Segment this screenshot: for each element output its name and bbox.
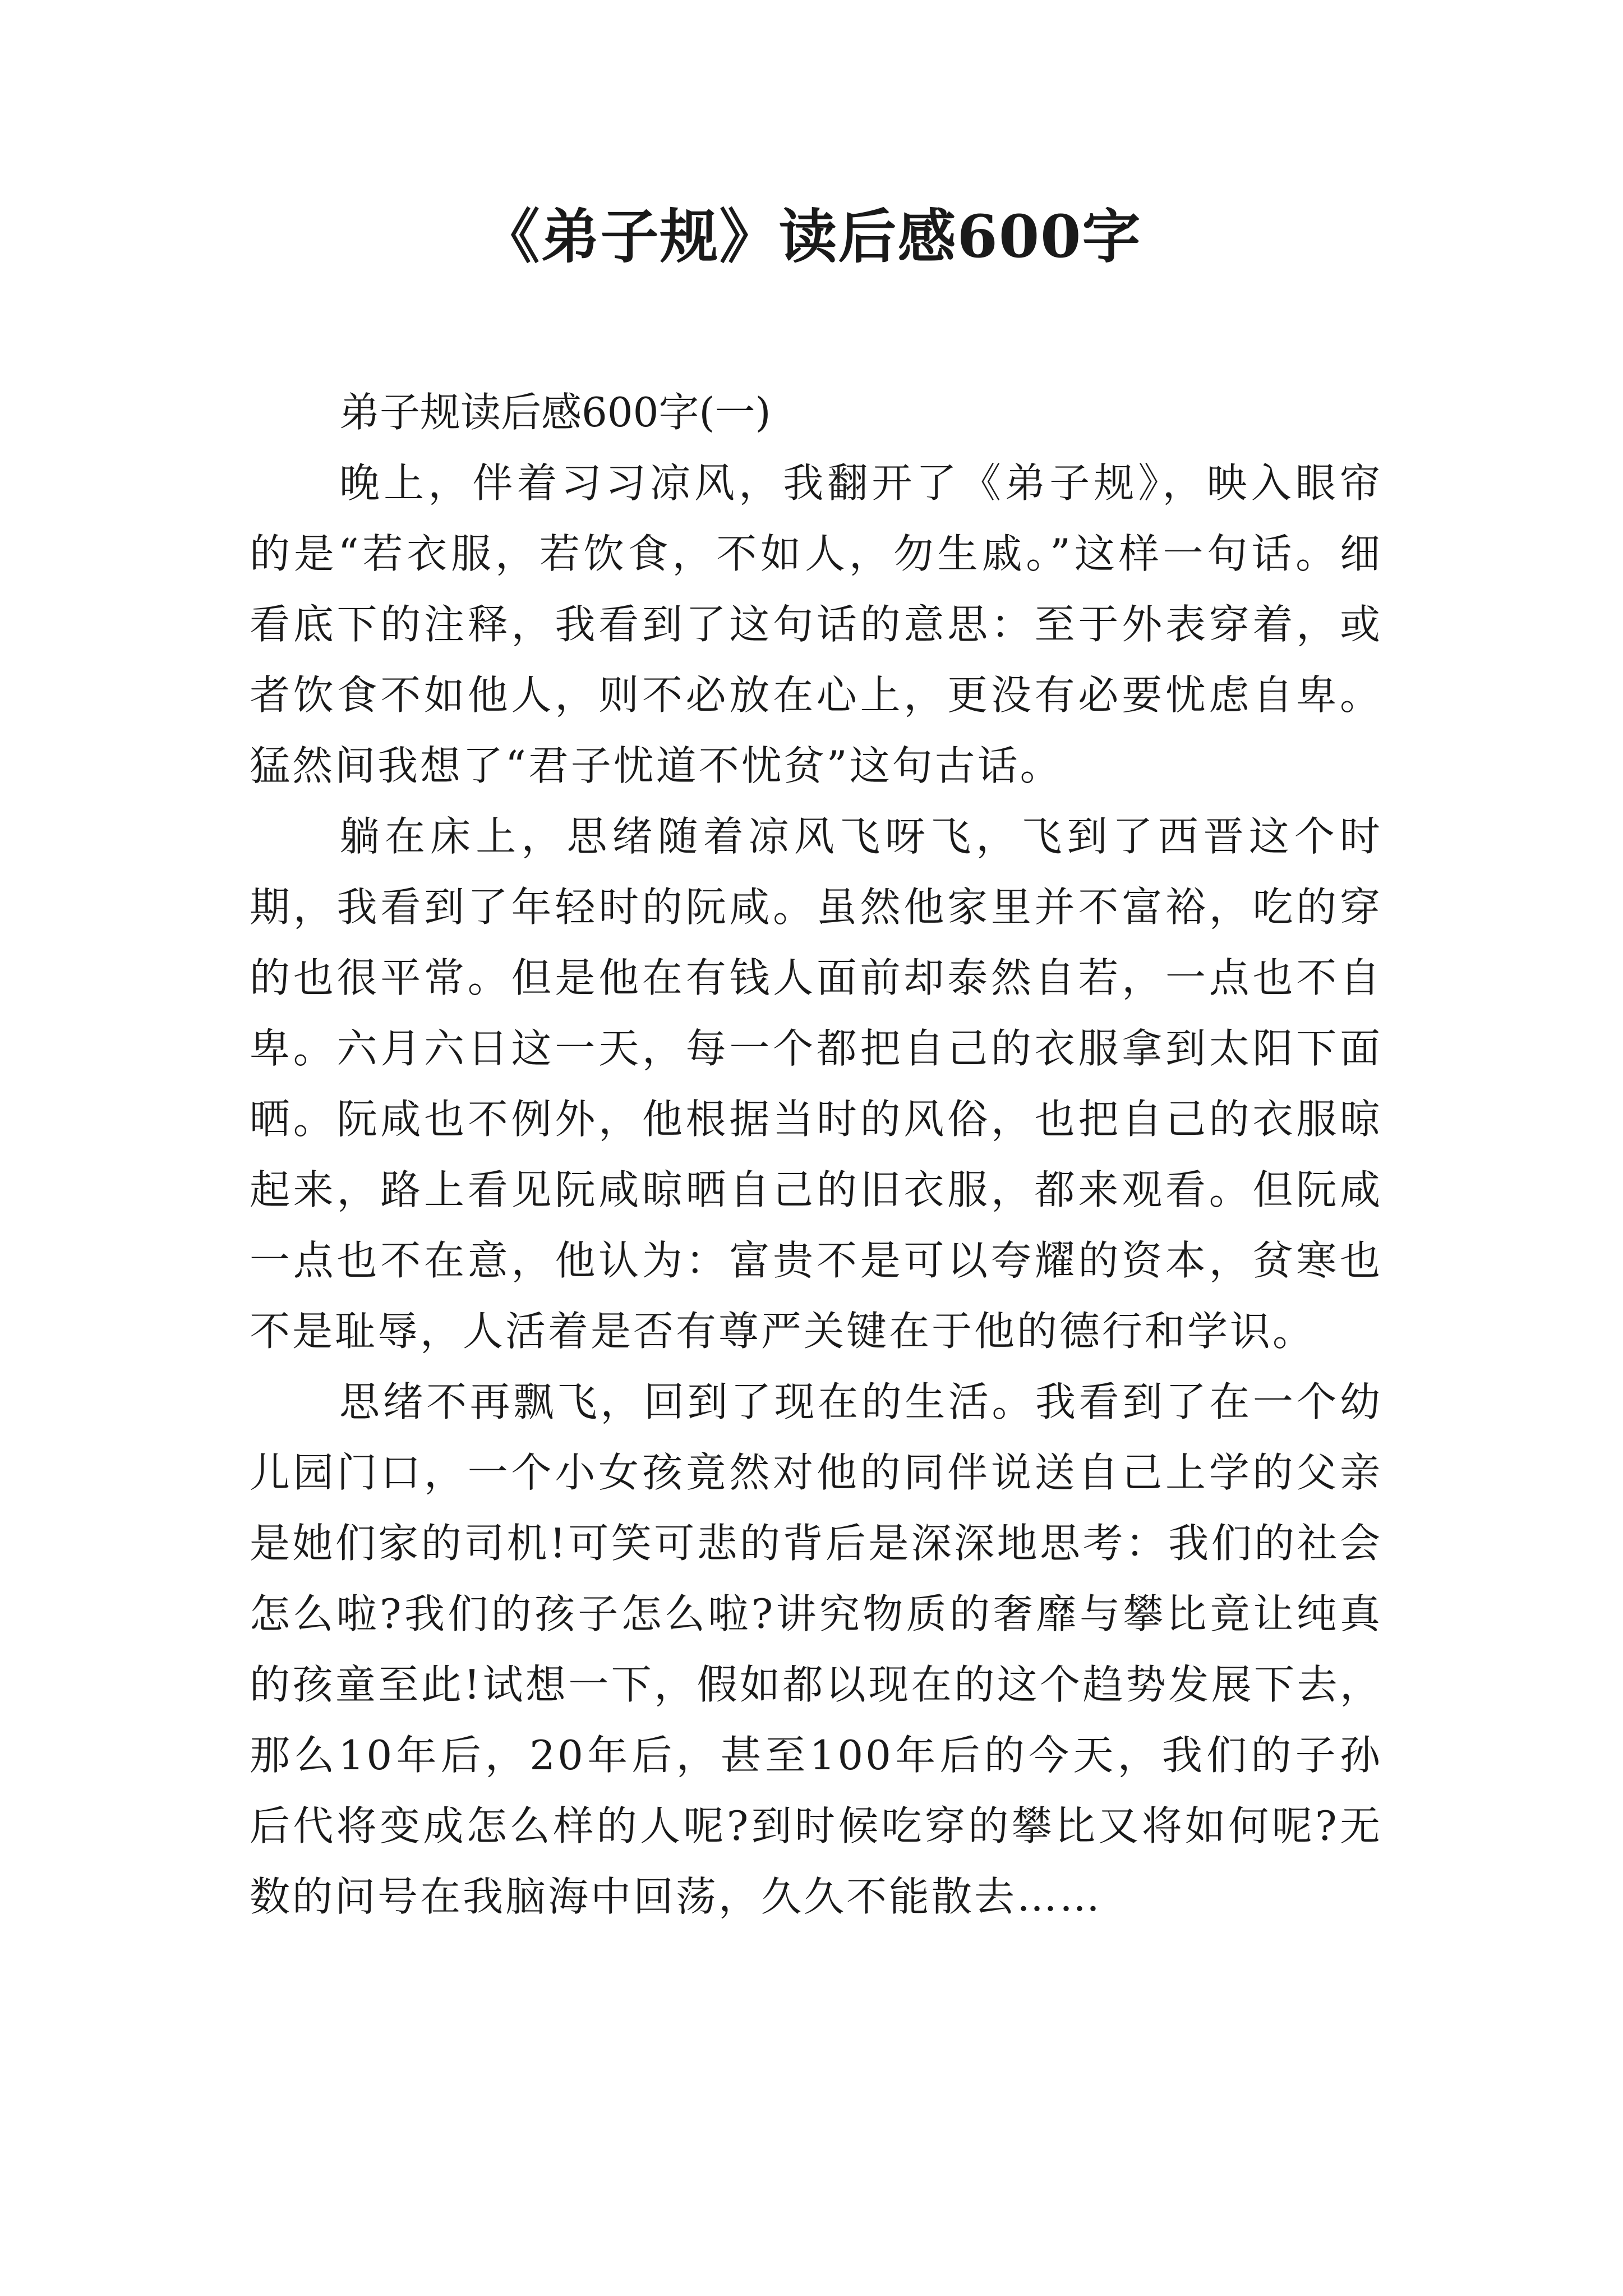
paragraph-1: 晚上，伴着习习凉风，我翻开了《弟子规》，映入眼帘的是“若衣服，若饮食，不如人，勿生戚。”这样一句话。细看底下的注释，我看到了这句话的意思：至于外表穿着，或者饮食不如他人，则不必放在心上，更没有必要忧虑自卑。猛然间我想了“君子忧道不忧贫”这句古话。 (250, 459, 1382, 789)
document-title: 《弟子规》读后感600字 (481, 202, 1142, 271)
paragraph-3: 思绪不再飘飞，回到了现在的生活。我看到了在一个幼儿园门口，一个小女孩竟然对他的同伴说送自己上学的父亲是她们家的司机!可笑可悲的背后是深深地思考：我们的社会怎么啦?我们的孩子怎么啦?讲究物质的奢靡与攀比竟让纯真的孩童至此!试想一下，假如都以现在的这个趋势发展下去，那么10年后，20年后，甚至100年后的今天，我们的子孙后代将变成怎么样的人呢?到时候吃穿的攀比又将如何呢?无数的问号在我脑海中回荡，久久不能散去…… (250, 1378, 1382, 1920)
paragraph-2: 躺在床上，思绪随着凉风飞呀飞，飞到了西晋这个时期，我看到了年轻时的阮咸。虽然他家里并不富裕，吃的穿的也很平常。但是他在有钱人面前却泰然自若，一点也不自卑。六月六日这一天，每一个都把自己的衣服拿到太阳下面晒。阮咸也不例外，他根据当时的风俗，也把自己的衣服晾起来，路上看见阮咸晾晒自己的旧衣服，都来观看。但阮咸一点也不在意，他认为：富贵不是可以夸耀的资本，贫寒也不是耻辱，人活着是否有尊严关键在于他的德行和学识。 (250, 813, 1382, 1355)
section-heading: 弟子规读后感600字(一) (339, 389, 771, 436)
document-body (250, 377, 1382, 1932)
